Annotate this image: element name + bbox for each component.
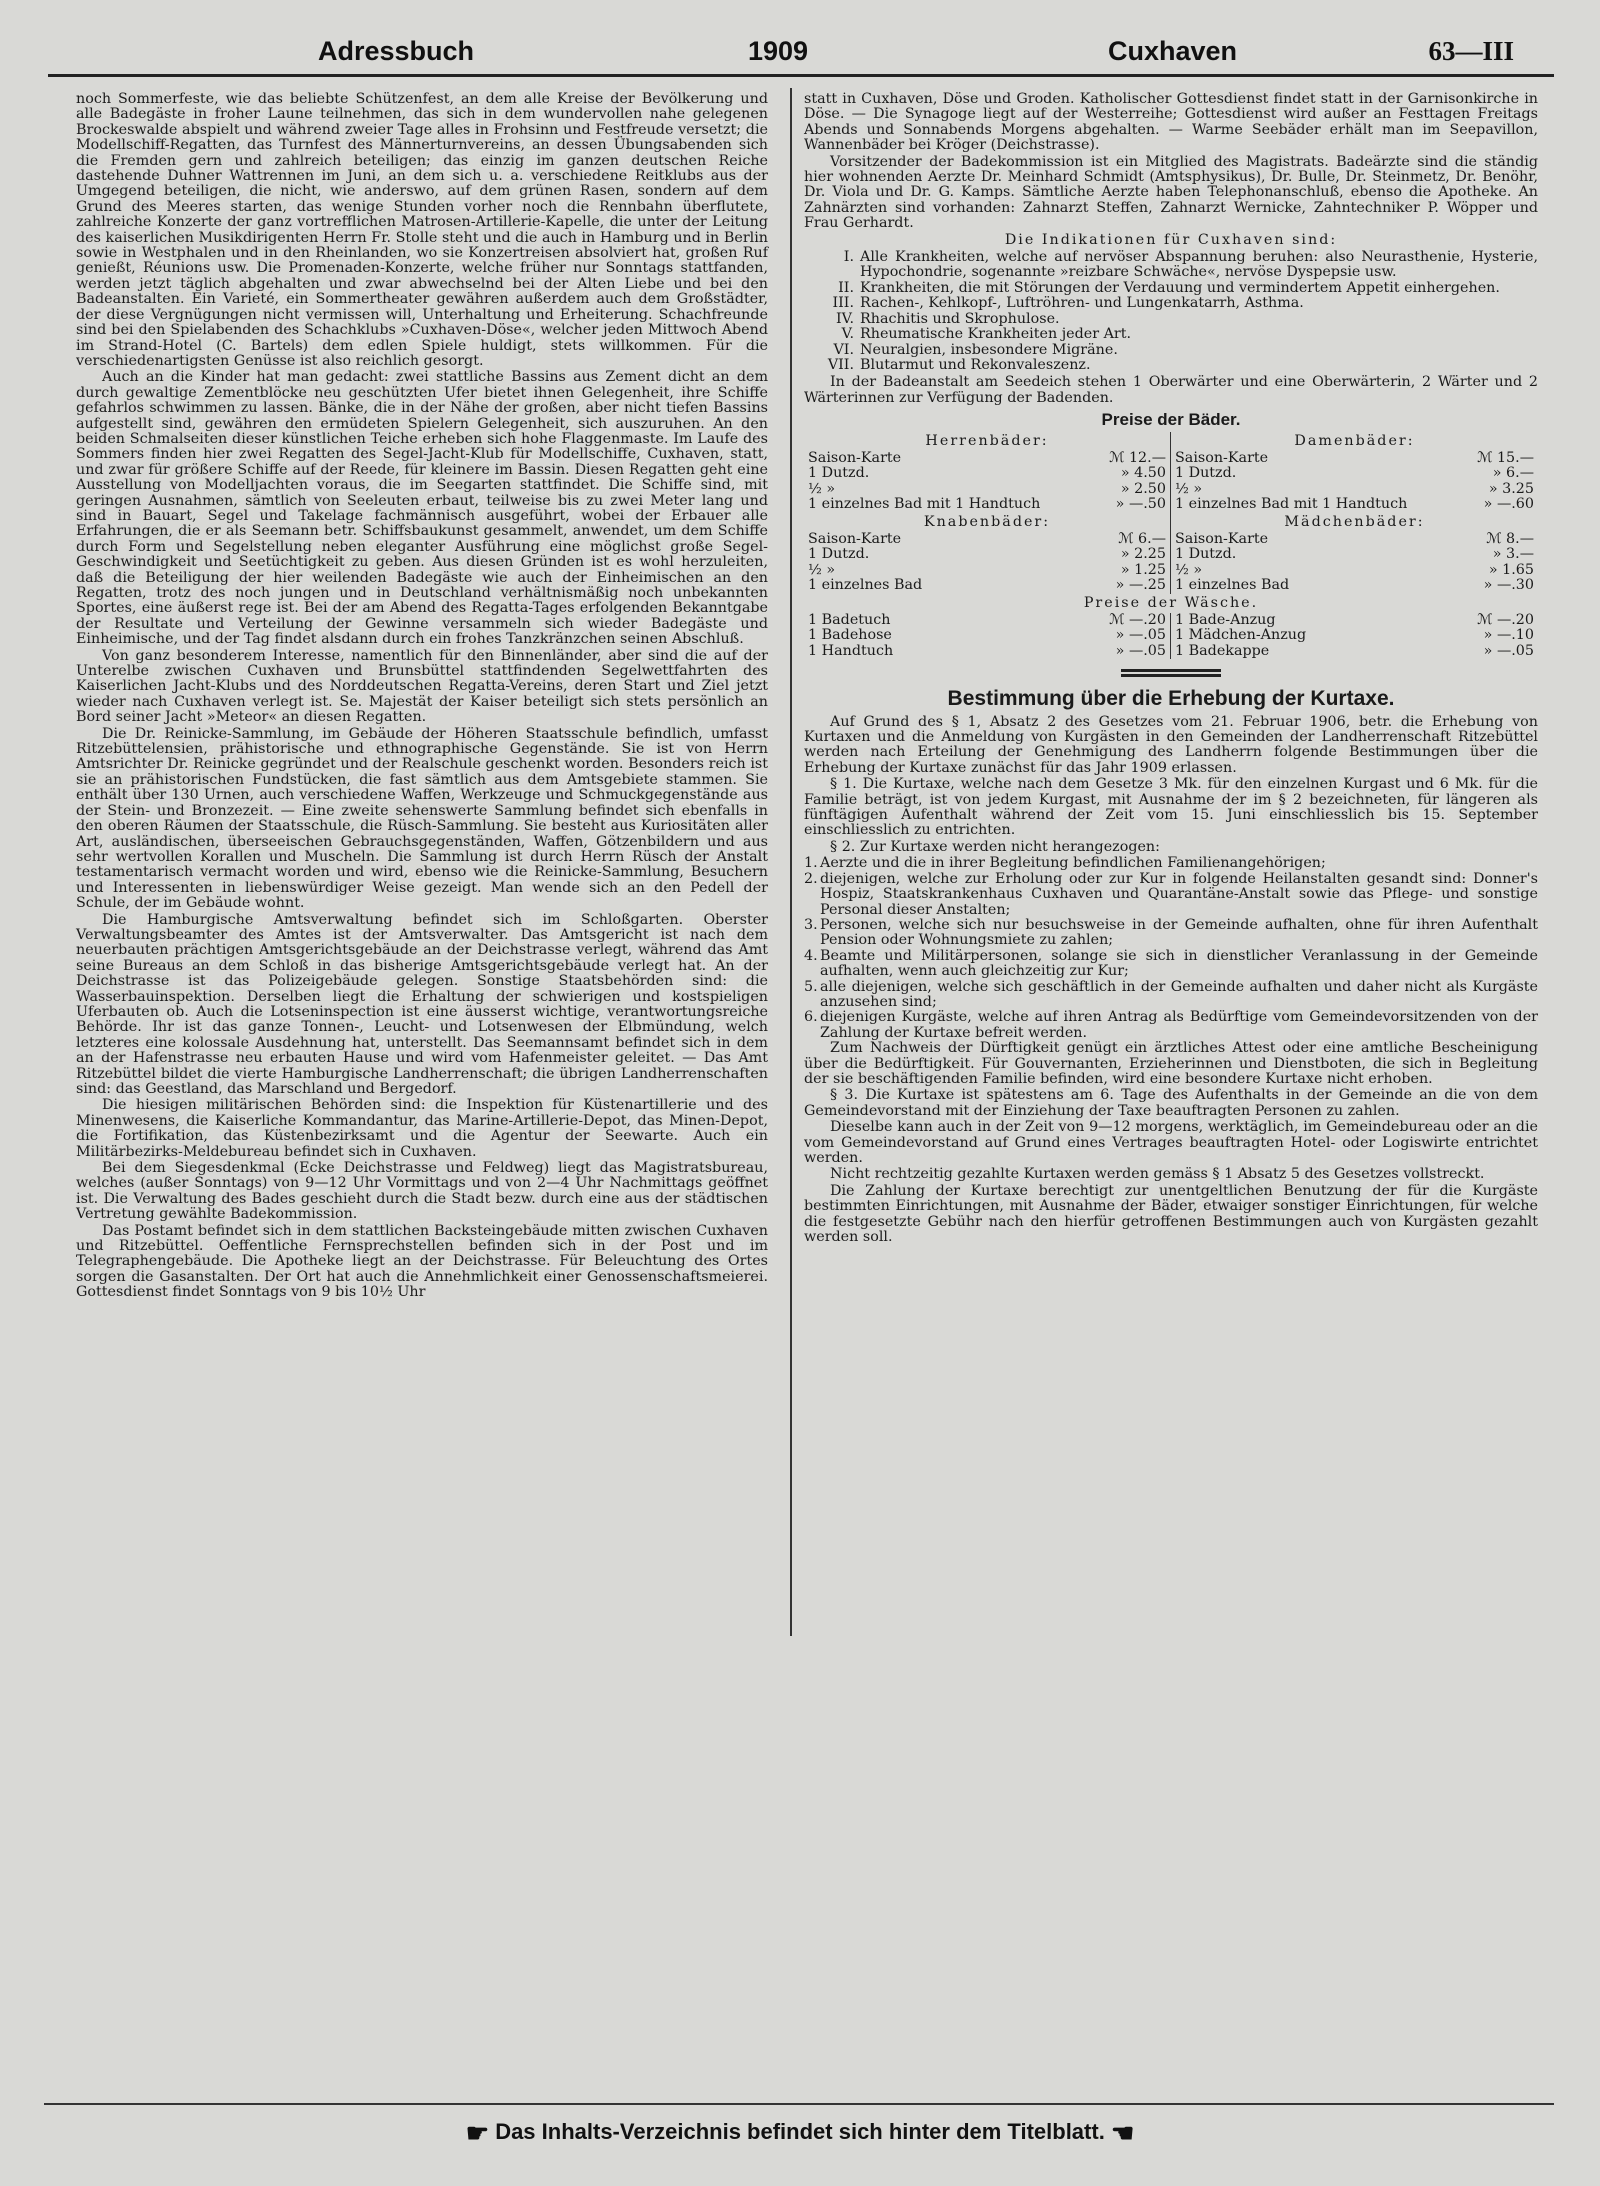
price-row: 1 einzelnes Bad » —.30 — [1175, 577, 1534, 594]
paragraph: Bei dem Siegesdenkmal (Ecke Deichstrasse und Feldweg) liegt das Magistratsbureau, welches (außer Sonntags) von 9—12 Uhr Vormittags und von 2—4 Uhr Nachmittags geöffnet ist. Die Verwaltung des Bades geschieht durch die Stadt bezw. durch eine aus der städtischen Vertretung gewählte Badekommission. — [76, 1160, 768, 1223]
paragraph: noch Sommerfeste, wie das beliebte Schützenfest, an dem alle Kreise der Bevölkerung und alle Badegäste in froher Laune teilnehmen, das sich in dem wundervollen nahe gelegenen Brockeswalde abspielt und während zweier Tage alles in Frohsinn und Festfreude versetzt; die Modellschiff-Regatten, das Turnfest des Männerturnvereins, an dessen Übungsabenden sich die Fremden gern und zahlreich beteiligen; das einzig im ganzen deutschen Reiche dastehende Duhner Wattrennen im Juni, an dem sich u. a. verschiedene Reitklubs aus der Umgegend beteiligen, die nicht, wie anderswo, auf dem grünen Rasen, sondern auf dem Grund des Meeres starten, das wenige Stunden vorher noch die Rennbahn überflutete, zahlreiche Konzerte der ganz vortrefflichen Matrosen-Artillerie-Kapelle, die unter der Leitung des kaiserlichen Musikdirigenten Herrn Fr. Stolle steht und die auch in Hamburg und in Berlin sowie in Westphalen und in den Rheinlanden, wo sie Konzertreisen absolviert hat, großen Ruf genießt, Réunions usw. Die Promenaden-Konzerte, welche früher nur Sonntags stattfanden, werden jetzt täglich abgehalten und zwar abwechselnd bei der Alten Liebe und bei den Badeanstalten. Ein Varieté, ein Sommertheater gewähren außerdem auch dem Großstädter, der diese Vergnügungen nicht vermissen will, Unterhaltung und Erheiterung. Schachfreunde sind bei den Spielabenden des Schachklubs »Cuxhaven-Döse«, welcher jeden Mittwoch Abend im Strand-Hotel (C. Bartels) dem edlen Spiele huldigt, stets willkommen. Für die verschiedenartigsten Genüsse ist also reichlich gesorgt. — [76, 91, 768, 369]
price-row: Saison-Karte ℳ 12.— — [808, 449, 1166, 466]
paragraph: § 2. Zur Kurtaxe werden nicht herangezogen: — [830, 838, 1160, 855]
laundry-prices-table — [804, 613, 1538, 659]
page-number: 63—III — [1428, 36, 1514, 66]
price-row: 1 Dutzd. » 6.— — [1175, 465, 1534, 482]
footer-text: Das Inhalts-Verzeichnis befindet sich hinter dem Titelblatt. — [495, 2119, 1105, 2144]
price-row: ½ » » 3.25 — [1175, 480, 1534, 497]
price-row: Saison-Karte ℳ 15.— — [1175, 449, 1534, 466]
price-row: 1 einzelnes Bad mit 1 Handtuch » —.60 — [1175, 496, 1534, 513]
price-row: ½ » » 1.65 — [1175, 561, 1534, 578]
price-row: 1 Badetuch ℳ —.20 — [808, 612, 1166, 628]
laundry-prices-title: Preise der Wäsche. — [1083, 594, 1259, 611]
paragraph: Die Zahlung der Kurtaxe berechtigt zur unentgeltlichen Benutzung der für die Kurgäste bestimmten Einrichtungen, mit Ausnahme der Bäder, etwaiger sonstiger Einrichtungen, für welche die festgesetzte Gebühr nach den hierfür getroffenen Bestimmungen auch von Kurgästen gezahlt werden soll. — [804, 1182, 1538, 1246]
price-row: 1 einzelnes Bad mit 1 Handtuch » —.50 — [808, 496, 1166, 513]
price-heading: Mädchenbäder: — [1284, 513, 1425, 530]
price-row: 1 Handtuch » —.05 — [808, 642, 1166, 659]
column-divider — [790, 88, 792, 1636]
list-item: 1. Aerzte und die in ihrer Begleitung befindlichen Familienangehörigen; — [804, 855, 1326, 872]
price-row: 1 Mädchen-Anzug » —.10 — [1175, 627, 1534, 644]
pointing-hand-icon: ☚ — [1110, 2118, 1135, 2148]
price-row: 1 Bade-Anzug ℳ —.20 — [1175, 612, 1534, 628]
list-item: 3. Personen, welche sich nur besuchsweise in der Gemeinde aufhalten, ohne für ihren Aufenthalt Pension oder Wohnungsmiete zu zahlen; — [804, 916, 1538, 949]
pointing-hand-icon: ☛ — [465, 2118, 490, 2148]
list-item: 2. diejenigen, welche zur Erholung oder zur Kur in folgende Heilanstalten gesandt sind: Donner's Hospiz, Staatskrankenhaus Cuxhaven und Quarantäne-Anstalt sowie das Pflege- und sonstige Personal dieser Anstalten; — [804, 870, 1538, 918]
paragraph: Nicht rechtzeitig gezahlte Kurtaxen werden gemäss § 1 Absatz 5 des Gesetzes vollstreckt. — [830, 1166, 1485, 1183]
indications-list — [804, 250, 1538, 373]
footer-rule — [44, 2103, 1554, 2105]
price-heading: Herrenbäder: — [925, 432, 1049, 449]
price-row: Saison-Karte ℳ 8.— — [1175, 530, 1534, 547]
list-item: 5. alle diejenigen, welche sich geschäftlich in der Gemeinde aufhalten und daher nicht als Kurgäste anzusehen sind; — [804, 978, 1538, 1010]
paragraph: Auf Grund des § 1, Absatz 2 des Gesetzes vom 21. Februar 1906, betr. die Erhebung von Kurtaxen und die Anmeldung von Kurgästen in den Gemeinden der Landherrenschaft Ritzebüttel werden nach Erteilung der Genehmigung des Landherrn folgende Bestimmungen über die Erhebung der Kurtaxe zunächst für das Jahr 1909 erlassen. — [804, 713, 1538, 776]
paragraph: Die hiesigen militärischen Behörden sind: die Inspektion für Küstenartillerie und des Minenwesens, die Kaiserliche Kommandantur, das Marine-Artillerie-Depot, das Minen-Depot, die Fortifikation, das Küstenbezirksamt und die Agentur der Seewarte. Auch ein Militärbezirks-Meldebureau befindet sich in Cuxhaven. — [76, 1097, 768, 1160]
price-row: 1 einzelnes Bad » —.25 — [808, 577, 1166, 594]
left-column — [76, 92, 768, 1302]
herren-prices — [804, 432, 1171, 594]
running-header — [48, 30, 1554, 77]
damen-prices — [1171, 432, 1538, 594]
exemptions-list — [804, 856, 1538, 1041]
paragraph: § 1. Die Kurtaxe, welche nach dem Gesetze 3 Mk. für den einzelnen Kurgast und 6 Mk. für die Familie beträgt, ist von jedem Kurgast, mit Ausnahme der im § 2 bezeichneten, für längeren als fünftägigen Aufenthalt während der Zeit vom 15. Juni einschliesslich bis 15. September einschliesslich zu entrichten. — [804, 776, 1538, 839]
paragraph: § 3. Die Kurtaxe ist spätestens am 6. Tage des Aufenthalts in der Gemeinde an die von dem Gemeindevorstand mit der Einziehung der Taxe beauftragten Personen zu zahlen. — [804, 1087, 1538, 1119]
price-heading: Knabenbäder: — [923, 513, 1051, 530]
list-item: I. Alle Krankheiten, welche auf nervöser Abspannung beruhen: also Neurasthenie, Hysterie, Hypochondrie, sogenannte »reizbare Schwäche«, nervöse Dyspepsie usw. — [843, 249, 1538, 281]
price-row: 1 Badehose » —.05 — [808, 627, 1166, 644]
list-item: 4. Beamte und Militärpersonen, solange sie sich in dienstlicher Veranlassung in der Gemeinde aufhalten, wenn auch gleichzeitig zur Kur; — [804, 947, 1538, 980]
paragraph: Das Postamt befindet sich in dem stattlichen Backsteingebäude mitten zwischen Cuxhaven und Ritzebüttel. Oeffentliche Fernsprechstellen befinden sich in der Post und im Telegraphengebäude. Die Apotheke liegt an der Deichstrasse. Für Beleuchtung des Ortes sorgen die Gasanstalten. Der Ort hat auch die Annehmlichkeit einer Genossenschaftsmeierei. Gottesdienst findet Sonntags von 9 bis 10½ Uhr — [76, 1222, 768, 1301]
prices-title: Preise der Bäder. — [1101, 410, 1241, 430]
paragraph: statt in Cuxhaven, Döse und Groden. Katholischer Gottesdienst findet statt in der Garnisonkirche in Döse. — Die Synagoge liegt auf der Westerreihe; Gottesdienst wird außer an Festtagen Freitags Abends und Sonnabends Morgens abgehalten. — Warme Seebäder erhält man im Seepavillon, Wannenbäder bei Kröger (Deichstrasse). — [804, 91, 1538, 154]
list-item: VII. Blutarmut und Rekonvaleszenz. — [827, 356, 1091, 373]
price-row: ½ » » 2.50 — [808, 480, 1166, 497]
bath-prices-table — [804, 432, 1538, 594]
price-row: 1 Dutzd. » 4.50 — [808, 465, 1166, 482]
price-heading: Damenbäder: — [1294, 432, 1415, 449]
price-row: ½ » » 1.25 — [808, 561, 1166, 578]
paragraph: In der Badeanstalt am Seedeich stehen 1 Oberwärter und eine Oberwärterin, 2 Wärter und 2 Wärterinnen zur Verfügung der Badenden. — [804, 374, 1538, 406]
footer-note — [0, 2118, 1600, 2149]
list-item: III. Rachen-, Kehlkopf-, Luftröhren- und Lungenkatarrh, Asthma. — [832, 295, 1304, 312]
header-city: Cuxhaven — [1108, 36, 1238, 66]
list-item: IV. Rhachitis und Skrophulose. — [835, 310, 1060, 327]
list-item: 6. diejenigen Kurgäste, welche auf ihren Antrag als Bedürftige vom Gemeindevorsitzenden von der Zahlung der Kurtaxe befreit werden. — [804, 1009, 1538, 1041]
header-left: Adressbuch — [318, 36, 475, 66]
price-row: 1 Badekappe » —.05 — [1175, 642, 1534, 659]
paragraph: Dieselbe kann auch in der Zeit von 9—12 morgens, werktäglich, im Gemeindebureau oder an die vom Gemeindevorstand auf Grund eines Vertrages beauftragten Hotel- oder Logiswirte entrichtet werden. — [804, 1119, 1538, 1166]
price-row: 1 Dutzd. » 3.— — [1175, 546, 1534, 563]
list-item: V. Rheumatische Krankheiten jeder Art. — [841, 326, 1132, 343]
paragraph: Auch an die Kinder hat man gedacht: zwei stattliche Bassins aus Zement dicht an dem durch gewaltige Zementblöcke neu geschützten Ufer bietet ihnen Gelegenheit, ihre Schiffe gefahrlos schwimmen zu lassen. Bänke, die in der Nähe der großen, aber nicht tiefen Bassins aufgestellt sind, gewähren den ermüdeten Spielern Gelegenheit, sich auszuruhen. An den beiden Schmalseiten dieser künstlichen Teiche erheben sich hohe Flaggenmaste. Im Laufe des Sommers finden hier zwei Regatten des Segel-Jacht-Klub für Modellschiffe, Cuxhaven, statt, und zwar für größere Schiffe auf der Reede, für kleinere im Bassin. Diesen Regatten geht eine Ausstellung von Modelljachten voraus, die im Seegarten stattfindet. Die Schiffe sind, mit geringen Ausnahmen, sämtlich von Seeleuten erbaut, teilweise bis zu zwei Meter lang und sind in Bauart, Segel und Takelage fachmännisch ausgeführt, wobei der Erbauer alle Erfahrungen, die er als Seemann betr. Schiffsbaukunst gesammelt, anwendet, um dem Schiffe durch Form und Segelstellung neben eleganter Ausführung eine möglichst große Segel-Geschwindigkeit und Seetüchtigkeit zu geben. Aus diesen Gründen ist es wohl herzuleiten, daß die Beteiligung der hier weilenden Badegäste wie auch der Einheimischen an den Regatten, trotz des noch jungen und in Deutschland verhältnismäßig noch unbekannten Sportes, eine äußerst rege ist. Bei der am Abend des Regatta-Tages erfolgenden Bekanntgabe der Resultate und Verteilung der Gewinne versammeln sich wieder Badegäste und Einheimische, und der Tag findet alsdann durch ein frohes Tanzkränzchen seinen Abschluß. — [76, 369, 768, 648]
right-column — [804, 92, 1538, 1246]
list-item: VI. Neuralgien, insbesondere Migräne. — [833, 341, 1118, 358]
section-separator — [1121, 669, 1221, 677]
list-item: II. Krankheiten, die mit Störungen der Verdauung und vermindertem Appetit einhergehen. — [838, 279, 1500, 296]
price-row: 1 Dutzd. » 2.25 — [808, 546, 1166, 563]
paragraph: Die Hamburgische Amtsverwaltung befindet sich im Schloßgarten. Oberster Verwaltungsbeamter des Amtes ist der Amtsverwalter. Das Amtsgericht ist nach dem neuerbauten prächtigen Amtsgerichtsgebäude an der Deichstrasse verlegt, während das Amt seine Bureaus an dem Schloß in das bisherige Amtsgerichtsgebäude verlegt hat. An der Deichstrasse ist das Polizeigebäude gelegen. Sonstige Staatsbehörden sind: die Wasserbauinspektion. Derselben liegt die Erhaltung der schwierigen und kostspieligen Uferbauten ob. Auch die Lotseninspection ist eine äusserst wichtige, verantwortungsreiche Behörde. Ihr ist das ganze Tonnen-, Leucht- und Lotsenwesen der Elbmündung, welch letzteres eine kolossale Ausdehnung hat, unterstellt. Das Seemannsamt befindet sich in dem an der Hafenstrasse neu erbauten Hause und wird vom Hafenmeister geleitet. — Das Amt Ritzebüttel bildet die vierte Hamburgische Landherrenschaft; die übrigen Landherrenschaften sind: das Geestland, das Marschland und Bergedorf. — [76, 911, 768, 1097]
paragraph: Von ganz besonderem Interesse, namentlich für den Binnenländer, aber sind die auf der Unterelbe zwischen Cuxhaven und Brunsbüttel stattfindenden Segelwettfahrten des Kaiserlichen Jacht-Klubs und des Norddeutschen Regatta-Vereins, deren Start und Ziel jetzt wieder nach Cuxhaven verlegt ist. Se. Majestät der Kaiser beteiligt sich stets persönlich an Bord seiner Jacht »Meteor« an diesen Regatten. — [76, 647, 768, 726]
indications-title: Die Indikationen für Cuxhaven sind: — [1004, 231, 1338, 248]
header-year: 1909 — [748, 36, 809, 66]
price-row: Saison-Karte ℳ 6.— — [808, 530, 1166, 547]
paragraph: Vorsitzender der Badekommission ist ein Mitglied des Magistrats. Badeärzte sind die ständig hier wohnenden Aerzte Dr. Meinhard Schmidt (Amtsphysikus), Dr. Bulle, Dr. Steinmetz, Dr. Benöhr, Dr. Viola und Dr. G. Kamps. Sämtliche Aerzte haben Telephonanschluß, ebenso die Apotheke. An Zahnärzten sind vorhanden: Zahnarzt Steffen, Zahnarzt Wernicke, Zahntechniker P. Wöpper und Frau Gerhardt. — [804, 153, 1538, 232]
paragraph: Zum Nachweis der Dürftigkeit genügt ein ärztliches Attest oder eine amtliche Bescheinigung über die Bedürftigkeit. Für Gouvernanten, Erzieherinnen und Dienstboten, die sich in Begleitung der sie beschäftigenden Familie befinden, wird eine besondere Kurtaxe nicht erhoben. — [804, 1040, 1538, 1087]
kurtaxe-title: Bestimmung über die Erhebung der Kurtaxe. — [947, 687, 1395, 711]
paragraph: Die Dr. Reinicke-Sammlung, im Gebäude der Höheren Staatsschule befindlich, umfasst Ritzebüttelensien, prähistorische und ethnographische Gegenstände. Sie ist von Herrn Amtsrichter Dr. Reinicke gegründet und der Realschule geschenkt worden. Besonders reich ist sie an prähistorischen Fundstücken, die fast sämtlich aus dem Amtsgebiete stammen. Sie enthält über 130 Urnen, auch verschiedene Waffen, Werkzeuge und Schmuckgegenstände aus der Stein- und Bronzezeit. — Eine zweite sehenswerte Sammlung befindet sich ebenfalls in den oberen Räumen der Staatsschule, die Rüsch-Sammlung. Sie besteht aus Kuriositäten aller Art, ausländischen, überseeischen Gebrauchsgegenständen, Waffen, Götzenbildern und aus sehr wertvollen Korallen und Muscheln. Die Sammlung ist durch Herrn Rüsch der Anstalt testamentarisch vermacht worden und wird, ebenso wie die Reinicke-Sammlung, Besuchern und Interessenten in liebenswürdiger Weise gezeigt. Man wende sich an den Pedell der Schule, der im Gebäude wohnt. — [76, 725, 768, 912]
